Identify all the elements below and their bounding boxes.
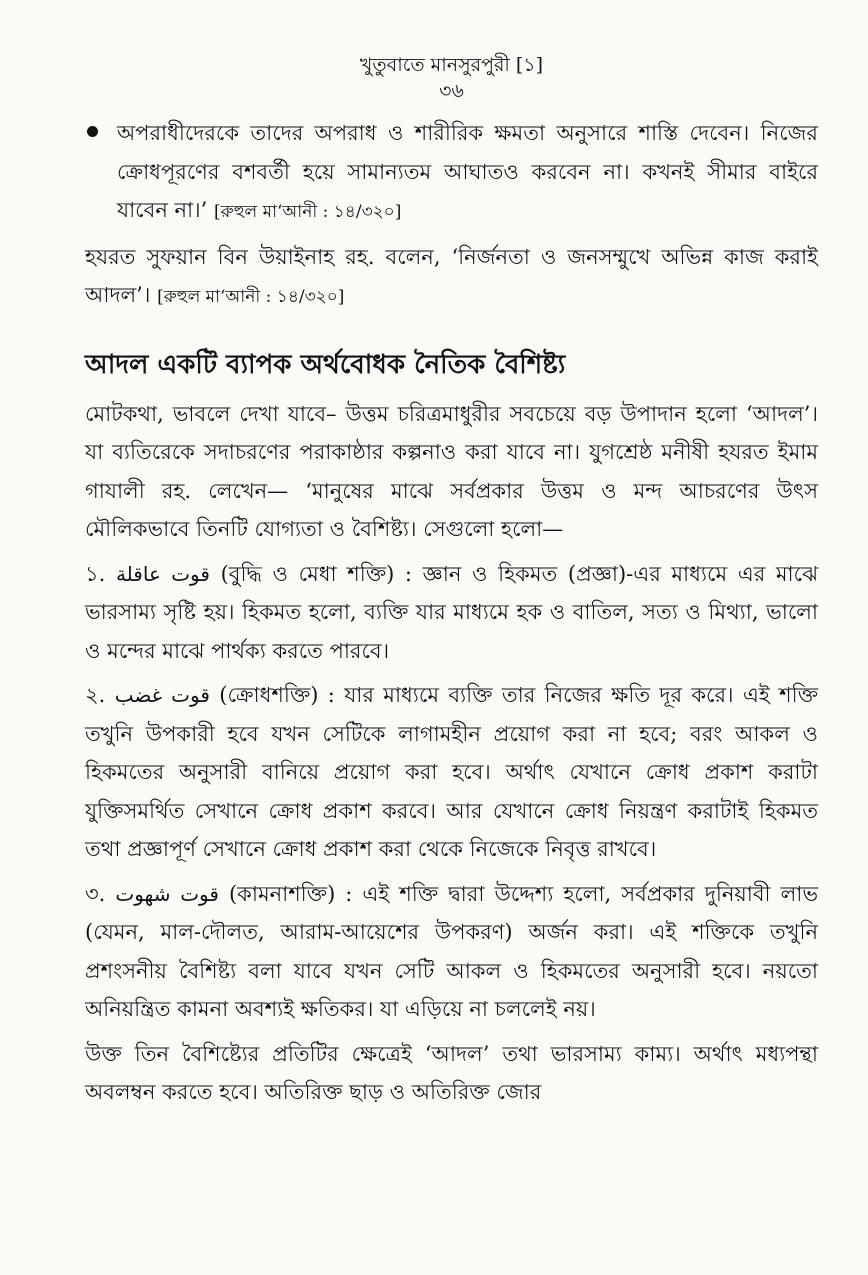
quote-reference: [রুহুল মা‘আনী : ১৪/৩২০] <box>157 287 345 307</box>
quote-paragraph <box>85 238 818 317</box>
list-item-aql <box>85 555 818 671</box>
item-number: ৩. <box>85 881 106 906</box>
bullet-text-block <box>117 114 818 232</box>
list-item-ghadab <box>85 676 818 869</box>
item-number: ১. <box>85 561 106 586</box>
bullet-reference: [রুহুল মা‘আনী : ১৪/৩২০] <box>214 202 402 222</box>
item-text: (কামনাশক্তি) : এই শক্তি দ্বারা উদ্দেশ্য হলো, সর্বপ্রকার দুনিয়াবী লাভ (যেমন, মাল-দৌলত, আরাম-আয়েশের উপকরণ) অর্জন করা। এই শক্তিকে তখুনি প্রশংসনীয় বৈশিষ্ট্য বলা যাবে যখন সেটি আকল ও হিকমতের অনুসারী হবে। নয়তো অনিয়ন্ত্রিত কামনা অবশ্যই ক্ষতিকর। যা এড়িয়ে না চললেই নয়। <box>85 881 818 1021</box>
closing-paragraph: উক্ত তিন বৈশিষ্ট্যের প্রতিটির ক্ষেত্রেই ‘আদল’ তথা ভারসাম্য কাম্য। অর্থাৎ মধ্যপন্থা অবলম্বন করতে হবে। অতিরিক্ত ছাড় ও অতিরিক্ত জোর <box>85 1041 818 1104</box>
quote-text: হযরত সুফয়ান বিন উয়াইনাহ রহ. বলেন, ‘নির্জনতা ও জনসম্মুখে অভিন্ন কাজ করাই আদল’। <box>85 244 818 307</box>
item-text: (ক্রোধশক্তি) : যার মাধ্যমে ব্যক্তি তার নিজের ক্ষতি দূর করে। এই শক্তি তখুনি উপকারী হবে যখন সেটিকে লাগামহীন প্রয়োগ করা না হবে; বরং আকল ও হিকমতের অনুসারী বানিয়ে প্রয়োগ করা হবে। অর্থাৎ যেখানে ক্রোধ প্রকাশ করাটা যুক্তিসমর্থিত সেখানে ক্রোধ প্রকাশ করবে। আর যেখানে ক্রোধ নিয়ন্ত্রণ করাটাই হিকমত তথা প্রজ্ঞাপূর্ণ সেখানে ক্রোধ প্রকাশ করা থেকে নিজেকে নিবৃত্ত রাখবে। <box>85 683 818 861</box>
item-number: ২. <box>85 683 106 707</box>
arabic-term: قوت عاقلة <box>115 561 210 586</box>
bullet-paragraph <box>85 114 818 232</box>
arabic-term: قوت شهوت <box>115 881 219 906</box>
section-heading: আদল একটি ব্যাপক অর্থবোধক নৈতিক বৈশিষ্ট্য <box>85 349 566 380</box>
arabic-term: قوت غضب <box>114 683 210 707</box>
bullet-dot-icon <box>87 126 98 137</box>
list-item-shahwat <box>85 875 818 1029</box>
running-title: খুতুবাতে মানসুরপুরী [১] <box>359 54 544 76</box>
item-text: (বুদ্ধি ও মেধা শক্তি) : জ্ঞান ও হিকমত (প্রজ্ঞা)-এর মাধ্যমে এর মাঝে ভারসাম্য সৃষ্টি হয়। হিকমত হলো, ব্যক্তি যার মাধ্যমে হক ও বাতিল, সত্য ও মিথ্যা, ভালো ও মন্দের মাঝে পার্থক্য করতে পারবে। <box>85 561 818 663</box>
page-number: ৩৬ <box>439 80 464 102</box>
intro-paragraph: মোটকথা, ভাবলে দেখা যাবে– উত্তম চরিত্রমাধুরীর সবচেয়ে বড় উপাদান হলো ‘আদল’। যা ব্যতিরেকে সদাচরণের পরাকাষ্ঠার কল্পনাও করা যাবে না। যুগশ্রেষ্ঠ মনীষী হযরত ইমাম গাযালী রহ. লেখেন— ‘মানুষের মাঝে সর্বপ্রকার উত্তম ও মন্দ আচরণের উৎস মৌলিকভাবে তিনটি যোগ্যতা ও বৈশিষ্ট্য। সেগুলো হলো— <box>85 401 818 541</box>
bullet-text: অপরাধীদেরকে তাদের অপরাধ ও শারীরিক ক্ষমতা অনুসারে শাস্তি দেবেন। নিজের ক্রোধপূরণের বশবর্তী হয়ে সামান্যতম আঘাতও করবেন না। কখনই সীমার বাইরে যাবেন না।’ <box>117 121 818 222</box>
